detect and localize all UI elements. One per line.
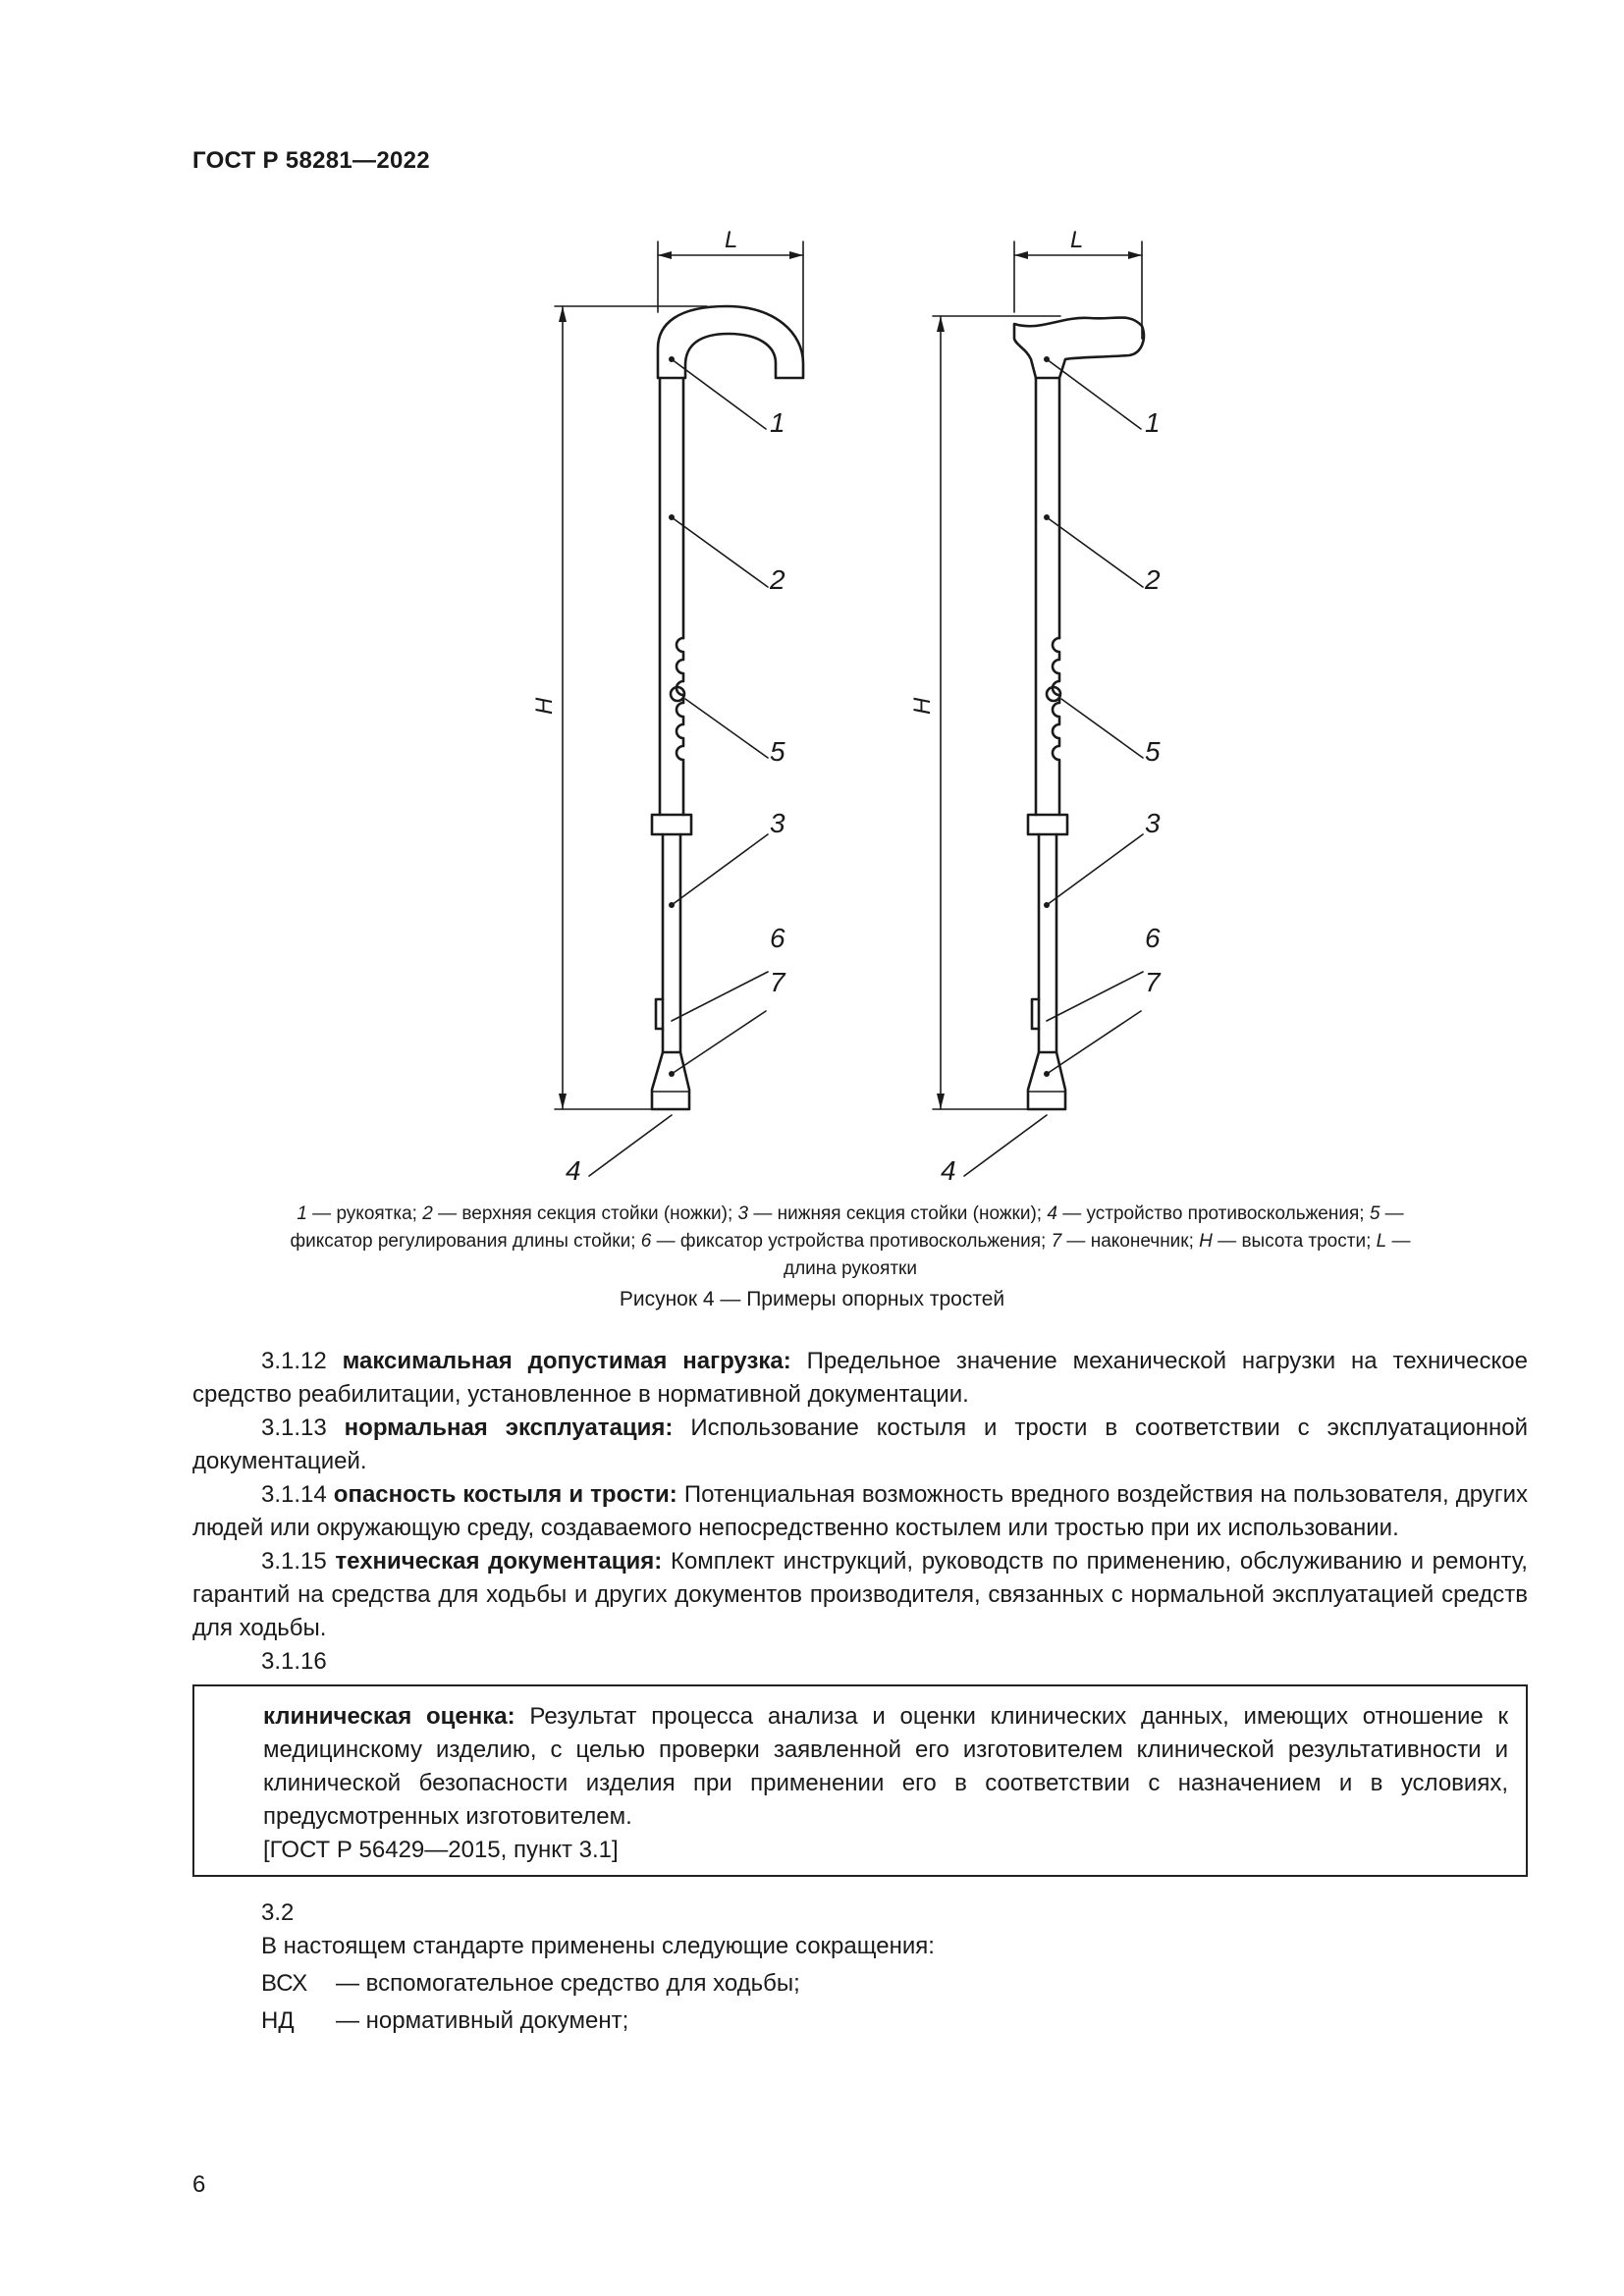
callout-3: 3 [770, 808, 785, 838]
paragraph-3-1-16-number: 3.1.16 [261, 1648, 327, 1675]
document-header: ГОСТ Р 58281—2022 [192, 147, 430, 174]
section-3-2-intro: В настоящем стандарте применены следующие сокращения: [261, 1933, 935, 1959]
dim-label-l: L [725, 227, 738, 253]
dim-label-l-right: L [1070, 227, 1084, 253]
definition-text: клиническая оценка: Результат процесса анализа и оценки клинических данных, имеющих отношение к медицинскому изделию, с целью проверки заявленной его изготовителем клинической результативности и клинической безопасности изделия при применении его в соответствии с назначением и в условиях, предусмотренных изготовителем. [263, 1703, 1508, 1830]
page-number: 6 [192, 2171, 206, 2198]
callout-7: 7 [770, 967, 785, 997]
paragraph-3-1-15: 3.1.15 техническая документация: Комплект инструкций, руководств по применению, обслуживанию и ремонту, гарантий на средства для ходьбы и других документов производителя, связанных с нормальной эксплуатацией средств для ходьбы. [192, 1548, 1528, 1641]
callout-5: 5 [770, 736, 785, 767]
paragraph-3-1-12: 3.1.12 максимальная допустимая нагрузка: Предельное значение механической нагрузки на техническое средство реабилитации, установленное в нормативной документации. [192, 1348, 1528, 1408]
callout-4: 4 [566, 1155, 581, 1186]
callout-1: 1 [770, 407, 785, 438]
dim-label-h: H [531, 697, 558, 715]
document-body [192, 1345, 1528, 2038]
callout-3-right: 3 [1145, 808, 1161, 838]
callout-5-right: 5 [1145, 736, 1161, 767]
callout-7-right: 7 [1145, 967, 1161, 997]
callout-6: 6 [770, 923, 785, 953]
callout-1-right: 1 [1145, 407, 1161, 438]
definition-reference: [ГОСТ Р 56429—2015, пункт 3.1] [263, 1837, 619, 1863]
callout-2: 2 [770, 564, 785, 595]
figure-legend: 1 — рукоятка; 2 — верхняя секция стойки (ножки); 3 — нижняя секция стойки (ножки); 4 — устройство противоскольжения; 5 — фиксатор регулирования длины стойки; 6 — фиксатор устройства противоскольжения; 7 — наконечник; H — высота трости; L — длина рукоятки [290, 1203, 1411, 1279]
figure-caption: Рисунок 4 — Примеры опорных тростей [619, 1288, 1005, 1310]
callout-2-right: 2 [1145, 564, 1161, 595]
dim-label-h-right: H [909, 697, 936, 715]
section-3-2-number: 3.2 [261, 1899, 295, 1926]
definition-box [192, 1684, 1528, 1877]
callout-4-right: 4 [941, 1155, 956, 1186]
paragraph-3-1-14: 3.1.14 опасность костыля и трости: Потенциальная возможность вредного воздействия на пользователя, других людей или окружающую среду, создаваемого непосредственно костылем или тростью при их использовании. [192, 1481, 1528, 1541]
abbreviation-row: ВСХ — вспомогательное средство для ходьбы; [261, 1970, 800, 1997]
abbreviation-row: НД — нормативный документ; [261, 2007, 629, 2034]
callout-6-right: 6 [1145, 923, 1161, 953]
paragraph-3-1-13: 3.1.13 нормальная эксплуатация: Использование костыля и трости в соответствии с эксплуатационной документацией. [192, 1415, 1528, 1474]
